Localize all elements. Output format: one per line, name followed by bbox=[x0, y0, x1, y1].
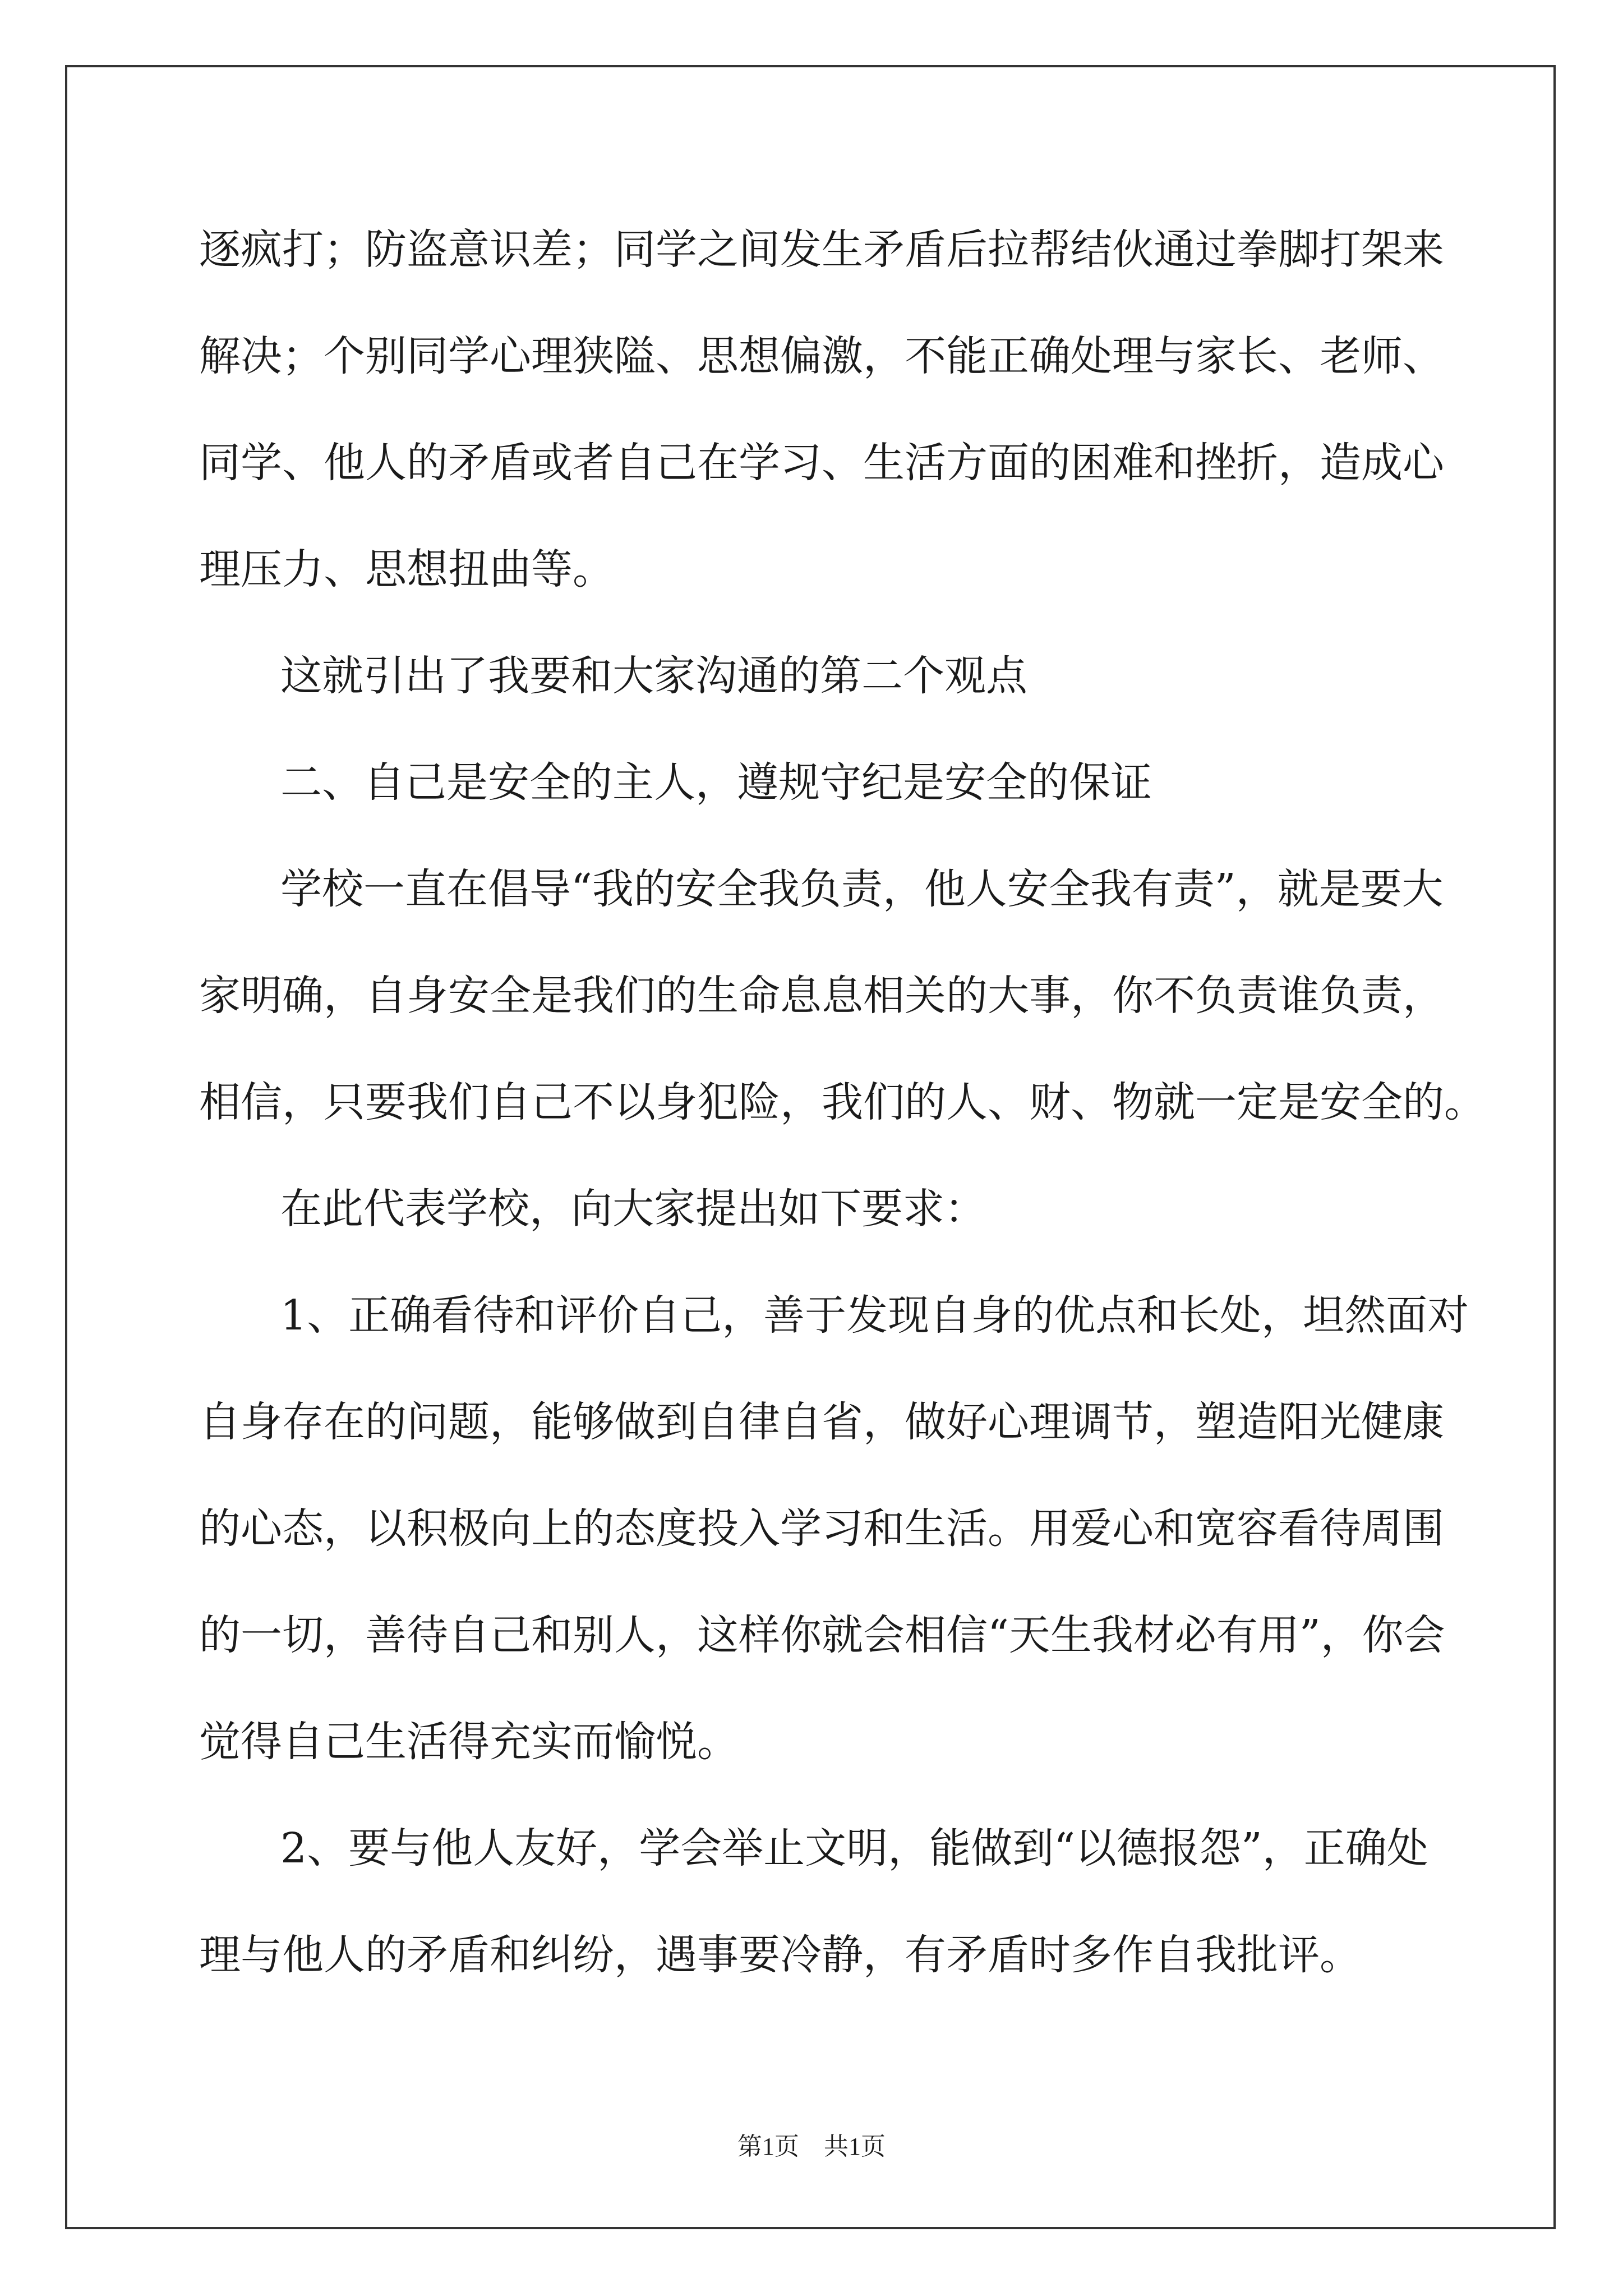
paragraph-line: 解决；个别同学心理狭隘、思想偏激，不能正确处理与家长、老师、 bbox=[199, 332, 1444, 380]
list-item-line: 2、要与他人友好，学会举止文明，能做到“以德报怨”，正确处 bbox=[280, 1824, 1428, 1872]
paragraph-line: 逐疯打；防盗意识差；同学之间发生矛盾后拉帮结伙通过拳脚打架来 bbox=[199, 226, 1444, 274]
page-footer: 第1页 共1页 bbox=[737, 2133, 886, 2160]
paragraph-line: 相信，只要我们自己不以身犯险，我们的人、财、物就一定是安全的。 bbox=[199, 1078, 1486, 1126]
page-border bbox=[65, 65, 1556, 2229]
paragraph-line: 家明确，自身安全是我们的生命息息相关的大事，你不负责谁负责， bbox=[199, 972, 1444, 1020]
section-heading: 二、自己是安全的主人，遵规守纪是安全的保证 bbox=[280, 758, 1152, 807]
paragraph-line: 同学、他人的矛盾或者自己在学习、生活方面的困难和挫折，造成心 bbox=[199, 439, 1444, 487]
list-item-line: 的一切，善待自己和别人，这样你就会相信“天生我材必有用”，你会 bbox=[199, 1611, 1445, 1659]
paragraph-line: 理压力、思想扭曲等。 bbox=[199, 545, 614, 593]
paragraph-line: 在此代表学校，向大家提出如下要求： bbox=[280, 1185, 986, 1233]
paragraph-line: 学校一直在倡导“我的安全我负责，他人安全我有责”，就是要大 bbox=[280, 865, 1444, 913]
list-item-line: 理与他人的矛盾和纠纷，遇事要冷静，有矛盾时多作自我批评。 bbox=[199, 1931, 1361, 1979]
list-item-line: 的心态，以积极向上的态度投入学习和生活。用爱心和宽容看待周围 bbox=[199, 1504, 1444, 1553]
list-item-line: 觉得自己生活得充实而愉悦。 bbox=[199, 1718, 739, 1766]
list-item-line: 1、正确看待和评价自己，善于发现自身的优点和长处，坦然面对 bbox=[280, 1291, 1469, 1340]
list-item-line: 自身存在的问题，能够做到自律自省，做好心理调节，塑造阳光健康 bbox=[199, 1398, 1444, 1446]
paragraph-line: 这就引出了我要和大家沟通的第二个观点 bbox=[280, 652, 1027, 700]
